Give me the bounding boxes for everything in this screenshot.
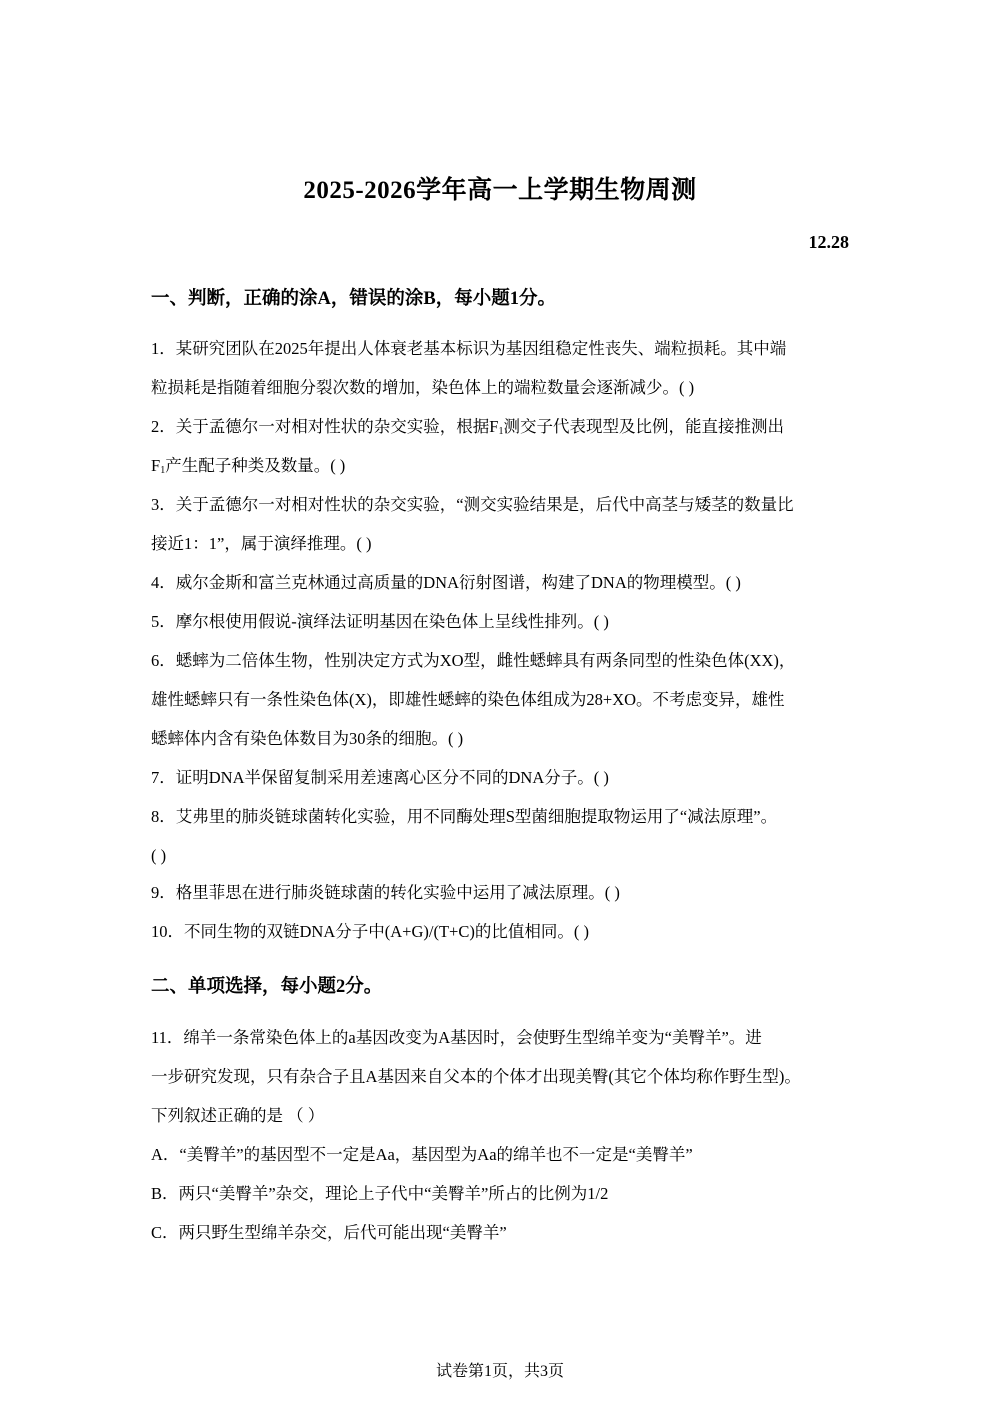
question-10	[151, 912, 851, 951]
page-title: 2025-2026学年高一上学期生物周测	[303, 177, 697, 204]
question-7	[151, 758, 851, 797]
question-line: 5．摩尔根使用假说-演绎法证明基因在染色体上呈线性排列。( )	[151, 612, 609, 631]
question-line: 粒损耗是指随着细胞分裂次数的增加，染色体上的端粒数量会逐渐减少。( )	[151, 378, 695, 397]
question-line: 10．不同生物的双链DNA分子中(A+G)/(T+C)的比值相同。( )	[151, 922, 589, 941]
question-line: $F_1$产生配子种类及数量。( )	[151, 456, 346, 476]
question-1	[151, 329, 851, 407]
question-line: 1．某研究团队在2025年提出人体衰老基本标识为基因组稳定性丧失、端粒损耗。其中端	[151, 339, 787, 358]
question-6	[151, 641, 851, 758]
question-3	[151, 485, 851, 563]
section-heading-single-choice: 二、单项选择，每小题2分。	[151, 977, 383, 997]
question-line: 3．关于孟德尔一对相对性状的杂交实验，“测交实验结果是，后代中高茎与矮茎的数量比	[151, 495, 794, 514]
question-8	[151, 797, 851, 875]
option-b: B．两只“美臀羊”杂交，理论上子代中“美臀羊”所占的比例为1/2	[151, 1184, 609, 1203]
question-11	[151, 1018, 851, 1252]
question-line: 雄性蟋蟀只有一条性染色体(X)，即雄性蟋蟀的染色体组成为28+XO。不考虑变异，雄性	[151, 690, 785, 709]
question-4	[151, 563, 851, 602]
question-line: 一步研究发现，只有杂合子且A基因来自父本的个体才出现美臀(其它个体均称作野生型)。	[151, 1067, 801, 1086]
page-footer: 试卷第1页，共3页	[435, 1363, 564, 1380]
question-line: 7．证明DNA半保留复制采用差速离心区分不同的DNA分子。( )	[151, 768, 609, 787]
question-line: 6．蟋蟀为二倍体生物，性别决定方式为XO型，雌性蟋蟀具有两条同型的性染色体(XX)，	[151, 651, 796, 670]
exam-date: 12.28	[808, 232, 849, 252]
question-line: 下列叙述正确的是 （ ）	[151, 1106, 325, 1125]
section-heading-true-false: 一、判断，正确的涂A，错误的涂B，每小题1分。	[151, 289, 556, 309]
question-line: ( )	[151, 846, 167, 865]
question-line: 8．艾弗里的肺炎链球菌转化实验，用不同酶处理S型菌细胞提取物运用了“减法原理”。	[151, 807, 778, 826]
question-line: 11．绵羊一条常染色体上的a基因改变为A基因时，会使野生型绵羊变为“美臀羊”。进	[151, 1028, 762, 1047]
option-c: C．两只野生型绵羊杂交，后代可能出现“美臀羊”	[151, 1223, 507, 1242]
question-line: 9．格里菲思在进行肺炎链球菌的转化实验中运用了减法原理。( )	[151, 883, 620, 902]
question-2	[151, 407, 851, 485]
question-line: 4．威尔金斯和富兰克林通过高质量的DNA衍射图谱，构建了DNA的物理模型。( )	[151, 573, 741, 592]
question-line: 接近1：1”，属于演绎推理。( )	[151, 534, 372, 553]
question-5	[151, 602, 851, 641]
question-line: 2．关于孟德尔一对相对性状的杂交实验，根据$F_1$测交子代表现型及比例，能直接推测出	[151, 417, 784, 437]
option-a: A．“美臀羊”的基因型不一定是Aa，基因型为Aa的绵羊也不一定是“美臀羊”	[151, 1145, 693, 1164]
question-line: 蟋蟀体内含有染色体数目为30条的细胞。( )	[151, 729, 464, 748]
question-9	[151, 873, 851, 912]
